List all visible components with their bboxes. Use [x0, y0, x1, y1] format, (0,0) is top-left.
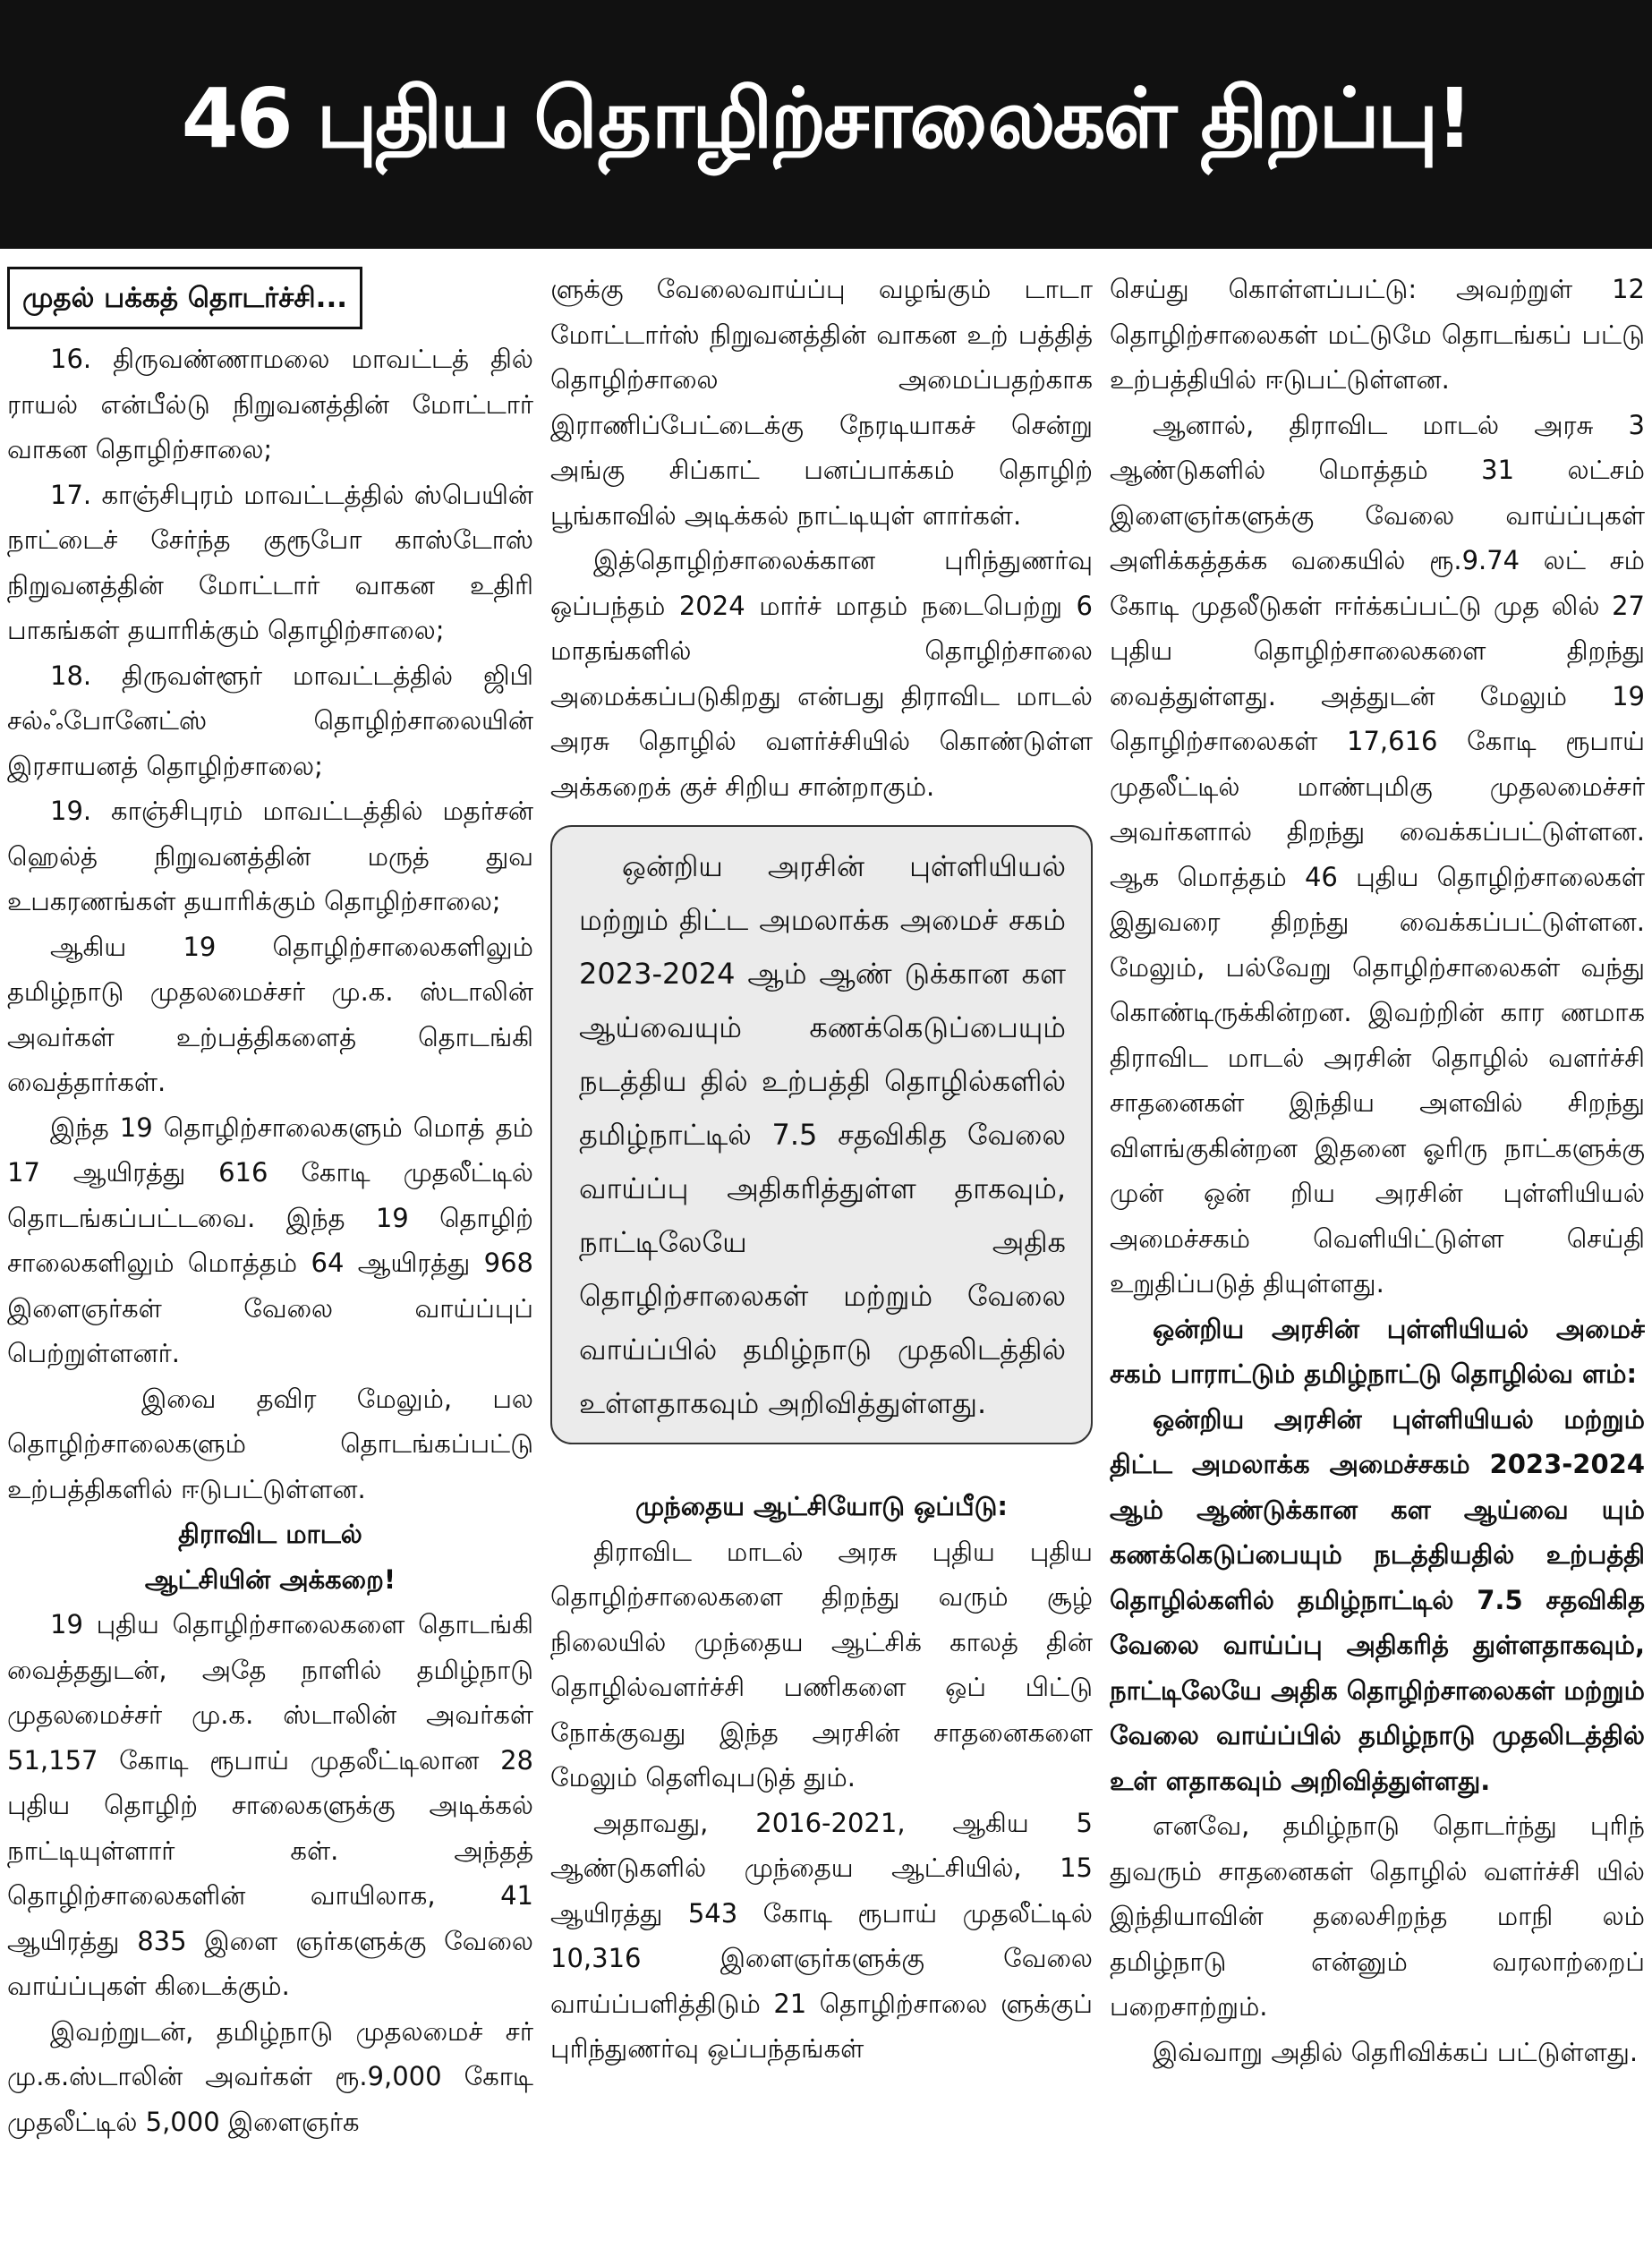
paragraph: ஆகிய 19 தொழிற்சாலைகளிலும் தமிழ்நாடு முதலமைச்சர் மு.க. ஸ்டாலின் அவர்கள் உற்பத்திகளைத் தொடங்கி வைத்தார்கள். — [7, 931, 533, 1097]
paragraph: இவை தவிர மேலும், பல தொழிற்சாலைகளும் தொடங்கப்பட்டு உற்பத்திகளில் ஈடுபட்டுள்ளன. — [7, 1383, 533, 1504]
subheading: முந்தைய ஆட்சியோடு ஒப்பீடு: — [634, 1491, 1009, 1521]
headline: 46 புதிய தொழிற்சாலைகள் திறப்பு! — [181, 71, 1471, 166]
continuation-label: முதல் பக்கத் தொடர்ச்சி... — [7, 267, 362, 329]
column-2 — [550, 267, 1093, 2250]
paragraph: 19 புதிய தொழிற்சாலைகளை தொடங்கி வைத்ததுடன், அதே நாளில் தமிழ்நாடு முதலமைச்சர் மு.க. ஸ்டாலின் அவர்கள் 51,157 கோடி ரூபாய் முதலீட்டிலான 28 புதிய தொழிற் சாலைகளுக்கு அடிக்கல் நாட்டியுள்ளார் கள். அந்தத் தொழிற்சாலைகளின் வாயிலாக, 41 ஆயிரத்து 835 இளை ஞர்களுக்கு வேலை வாய்ப்புகள் கிடைக்கும். — [7, 1609, 533, 2001]
paragraph: எனவே, தமிழ்நாடு தொடர்ந்து புரிந் துவரும் சாதனைகள் தொழில் வளர்ச்சி யில் இந்தியாவின் தலைசிறந்த மாநி லம் தமிழ்நாடு என்னும் வரலாற்றைப் பறைசாற்றும். — [1110, 1810, 1645, 2022]
highlight-box — [550, 825, 1093, 1444]
masthead — [0, 0, 1652, 249]
paragraph: அதாவது, 2016-2021, ஆகிய 5 ஆண்டுகளில் முந்தைய ஆட்சியில், 15 ஆயிரத்து 543 கோடி ரூபாய் முதலீட்டில் 10,316 இளைஞர்களுக்கு வேலை வாய்ப்பளித்திடும் 21 தொழிற்சாலை ளுக்குப் புரிந்துணர்வு ஒப்பந்தங்கள் — [550, 1807, 1093, 2064]
paragraph: இவற்றுடன், தமிழ்நாடு முதலமைச் சர் மு.க.ஸ்டாலின் அவர்கள் ரூ.9,000 கோடி முதலீட்டில் 5,000 இளைஞர்க — [7, 2015, 533, 2137]
paragraph: திராவிட மாடல் அரசு புதிய புதிய தொழிற்சாலைகளை திறந்து வரும் சூழ் நிலையில் முந்தைய ஆட்சிக் காலத் தின் தொழில்வளர்ச்சி பணிகளை ஒப் பிட்டு நோக்குவது இந்த அரசின் சாதனைகளை மேலும் தெளிவுபடுத் தும். — [550, 1536, 1093, 1793]
paragraph: 17. காஞ்சிபுரம் மாவட்டத்தில் ஸ்பெயின் நாட்டைச் சேர்ந்த குரூபோ காஸ்டோஸ் நிறுவனத்தின் மோட்டார் வாகன உதிரி பாகங்கள் தயாரிக்கும் தொழிற்சாலை; — [7, 479, 533, 645]
paragraph: ஆனால், திராவிட மாடல் அரசு 3 ஆண்டுகளில் மொத்தம் 31 லட்சம் இளைஞர்களுக்கு வேலை வாய்ப்புகள் அளிக்கத்தக்க வகையில் ரூ.9.74 லட் சம் கோடி முதலீடுகள் ஈர்க்கப்பட்டு முத லில் 27 புதிய தொழிற்சாலைகளை திறந்து வைத்துள்ளது. அத்துடன் மேலும் 19 தொழிற்சாலைகள் 17,616 கோடி ரூபாய் முதலீட்டில் மாண்புமிகு முதலமைச்சர் அவர்களால் திறந்து வைக்கப்பட்டுள்ளன. ஆக மொத்தம் 46 புதிய தொழிற்சாலைகள் இதுவரை திறந்து வைக்கப்பட்டுள்ளன. மேலும், பல்வேறு தொழிற்சாலைகள் வந்து கொண்டிருக்கின்றன. இவற்றின் கார ணமாக திராவிட மாடல் அரசின் தொழில் வளர்ச்சி சாதனைகள் இந்திய அளவில் சிறந்து விளங்குகின்றன இதனை ஓரிரு நாட்களுக்கு முன் ஒன் றிய அரசின் புள்ளியியல் அமைச்சகம் வெளியிட்டுள்ள செய்தி உறுதிப்படுத் தியுள்ளது. — [1110, 409, 1645, 1299]
paragraph: செய்து கொள்ளப்பட்டு: அவற்றுள் 12 தொழிற்சாலைகள் மட்டுமே தொடங்கப் பட்டு உற்பத்தியில் ஈடுபட்டுள்ளன. — [1110, 274, 1645, 395]
column-1 — [7, 267, 533, 2250]
paragraph: ளுக்கு வேலைவாய்ப்பு வழங்கும் டாடா மோட்டார்ஸ் நிறுவனத்தின் வாகன உற் பத்தித் தொழிற்சாலை அமைப்பதற்காக இராணிப்பேட்டைக்கு நேரடியாகச் சென்று அங்கு சிப்காட் பனப்பாக்கம் தொழிற் பூங்காவில் அடிக்கல் நாட்டியுள் ளார்கள். — [550, 274, 1093, 531]
subheading — [7, 1512, 533, 1602]
highlight-text: ஒன்றிய அரசின் புள்ளியியல் மற்றும் திட்ட அமலாக்க அமைச் சகம் 2023-2024 ஆம் ஆண் டுக்கான கள ஆய்வையும் கணக்கெடுப்பையும் நடத்திய தில் உற்பத்தி தொழில்களில் தமிழ்நாட்டில் 7.5 சதவிகித வேலை வாய்ப்பு அதிகரித்துள்ள தாகவும், நாட்டிலேயே அதிக தொழிற்சாலைகள் மற்றும் வேலை வாய்ப்பில் தமிழ்நாடு முதலிடத்தில் உள்ளதாகவும் அறிவித்துள்ளது. — [579, 849, 1066, 1420]
column-3 — [1110, 267, 1645, 2250]
paragraph: 18. திருவள்ளூர் மாவட்டத்தில் ஜிபி சல்ஃபோனேட்ஸ் தொழிற்சாலையின் இரசாயனத் தொழிற்சாலை; — [7, 660, 533, 781]
paragraph: 16. திருவண்ணாமலை மாவட்டத் தில் ராயல் என்பீல்டு நிறுவனத்தின் மோட்டார் வாகன தொழிற்சாலை; — [7, 344, 533, 464]
paragraph: இவ்வாறு அதில் தெரிவிக்கப் பட்டுள்ளது. — [1153, 2036, 1639, 2067]
subheading-line-1: திராவிட மாடல் — [178, 1519, 362, 1549]
paragraph: ஒன்றிய அரசின் புள்ளியியல் மற்றும் திட்ட அமலாக்க அமைச்சகம் 2023-2024 ஆம் ஆண்டுக்கான கள ஆய்வை யும் கணக்கெடுப்பையும் நடத்தியதில் உற்பத்தி தொழில்களில் தமிழ்நாட்டில் 7.5 சதவிகித வேலை வாய்ப்பு அதிகரித் துள்ளதாகவும், நாட்டிலேயே அதிக தொழிற்சாலைகள் மற்றும் வேலை வாய்ப்பில் தமிழ்நாடு முதலிடத்தில் உள் ளதாகவும் அறிவித்துள்ளது. — [1110, 1403, 1645, 1796]
paragraph: இத்தொழிற்சாலைக்கான புரிந்துணர்வு ஒப்பந்தம் 2024 மார்ச் மாதம் நடைபெற்று 6 மாதங்களில் தொழிற்சாலை அமைக்கப்படுகிறது என்பது திராவிட மாடல் அரசு தொழில் வளர்ச்சியில் கொண்டுள்ள அக்கறைக் குச் சிறிய சான்றாகும். — [550, 545, 1093, 802]
subheading: ஒன்றிய அரசின் புள்ளியியல் அமைச் சகம் பாராட்டும் தமிழ்நாட்டு தொழில்வ ளம்: — [1110, 1313, 1645, 1389]
paragraph: 19. காஞ்சிபுரம் மாவட்டத்தில் மதர்சன் ஹெல்த் நிறுவனத்தின் மருத் துவ உபகரணங்கள் தயாரிக்கும் தொழிற்சாலை; — [7, 796, 533, 916]
subheading-line-2: ஆட்சியின் அக்கறை! — [144, 1563, 396, 1595]
paragraph: இந்த 19 தொழிற்சாலைகளும் மொத் தம் 17 ஆயிரத்து 616 கோடி முதலீட்டில் தொடங்கப்பட்டவை. இந்த 19 தொழிற் சாலைகளிலும் மொத்தம் 64 ஆயிரத்து 968 இளைஞர்கள் வேலை வாய்ப்புப் பெற்றுள்ளனர். — [7, 1111, 533, 1368]
